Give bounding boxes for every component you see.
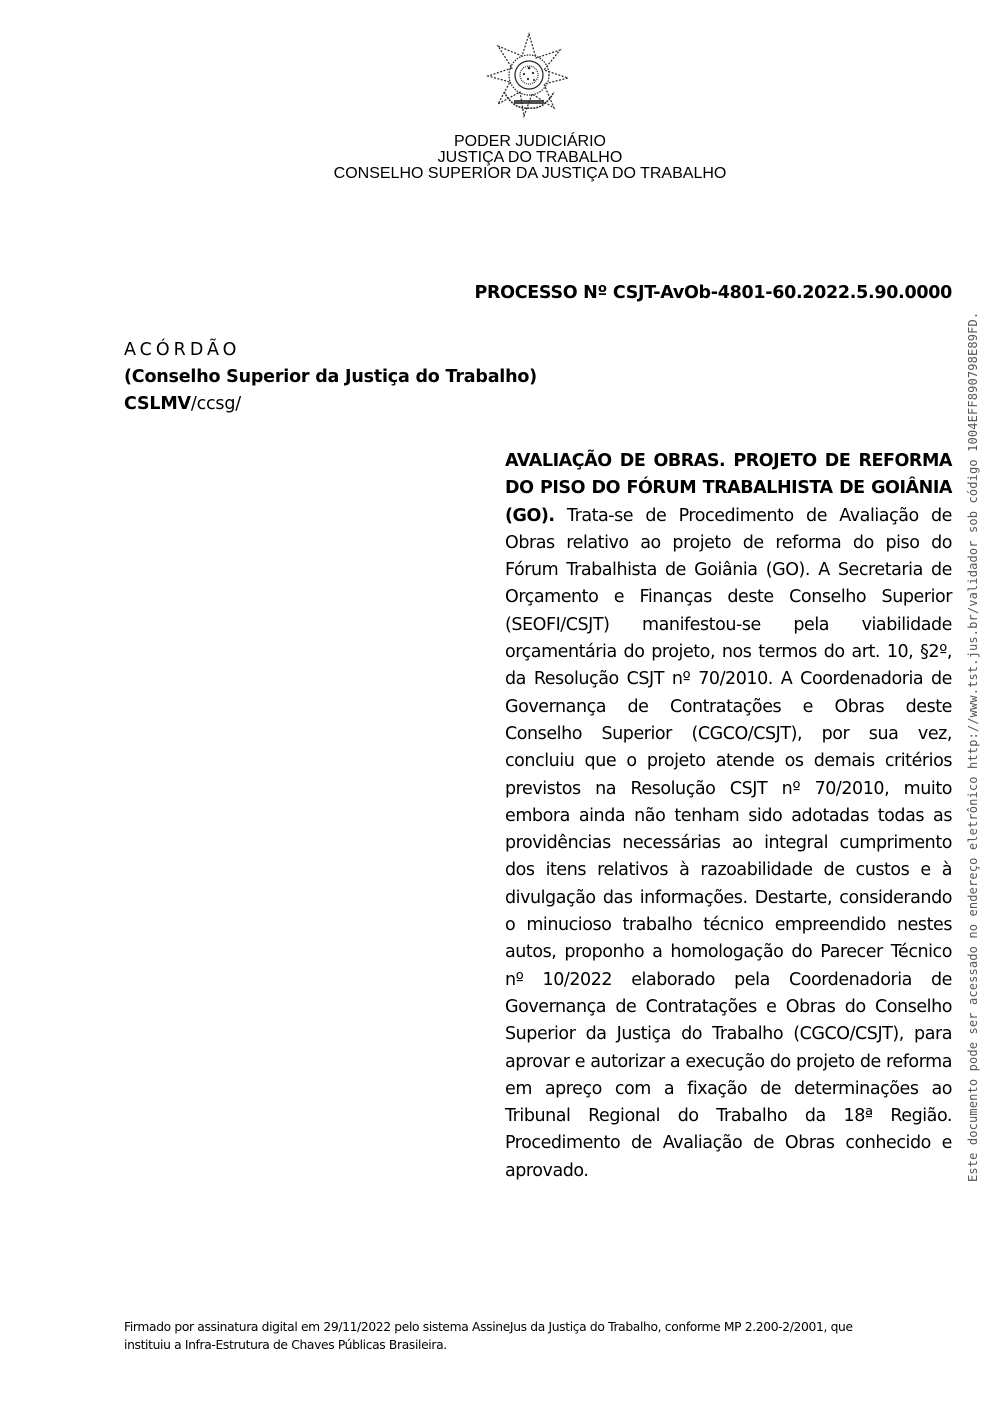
ementa-lead: AVALIAÇÃO DE OBRAS. PROJETO DE REFORMA DO PISO DO FÓRUM TRABALHISTA DE GOIÂNIA (GO).: [505, 451, 952, 526]
ementa-body: Trata-se de Procedimento de Avaliação de Obras relativo ao projeto de reforma do piso do Fórum Trabalhista de Goiânia (GO). A Secretaria de Orçamento e Finanças deste Conselho Superior (SEOFI/CSJT) manifestou-se pela viabilidade orçamentária do projeto, nos termos do art. 10, §2º, da Resolução CSJT nº 70/2010. A Coordenadoria de Governança de Contratações e Obras deste Conselho Superior (CGCO/CSJT), por sua vez, concluiu que o projeto atende os demais critérios previstos na Resolução CSJT nº 70/2010, muito embora ainda não tenham sido adotadas todas as providências necessárias ao integral cumprimento dos itens relativos à razoabilidade de custos e à divulgação das informações. Destarte, considerando o minucioso trabalho técnico empreendido nestes autos, proponho a homologação do Parecer Técnico nº 10/2022 elaborado pela Coordenadoria de Governança de Contratações e Obras do Conselho Superior da Justiça do Trabalho (CGCO/CSJT), para aprovar e autorizar a execução do projeto de reforma em apreço com a fixação de determinações ao Tribunal Regional do Trabalho da 18ª Região. Procedimento de Avaliação de Obras conhecido e aprovado.: [505, 505, 952, 1181]
header-line-3: CONSELHO SUPERIOR DA JUSTIÇA DO TRABALHO: [333, 165, 727, 182]
footer-line-2: instituiu a Infra-Estrutura de Chaves Públicas Brasileira.: [124, 1338, 447, 1352]
validation-side-note: Este documento pode ser acessado no endereço eletrônico http://www.tst.jus.br/validador sob código 1004EFF890798E89FD.: [966, 311, 980, 1182]
process-number: PROCESSO Nº CSJT-AvOb-4801-60.2022.5.90.0000: [474, 283, 952, 303]
coat-of-arms-icon: [484, 30, 574, 120]
acordao-block: [124, 337, 537, 418]
header-line-2: JUSTIÇA DO TRABALHO: [437, 149, 623, 166]
ementa-paragraph: [505, 448, 952, 1185]
digital-signature-note: [124, 1318, 924, 1354]
court-name: (Conselho Superior da Justiça do Trabalho): [124, 367, 537, 387]
footer-line-1: Firmado por assinatura digital em 29/11/2022 pelo sistema AssineJus da Justiça do Trabalho, conforme MP 2.200-2/2001, que: [124, 1320, 853, 1334]
case-code-rest: /ccsg/: [190, 394, 241, 414]
case-code: [124, 391, 537, 418]
acordao-title: ACÓRDÃO: [124, 340, 241, 360]
header-line-1: PODER JUDICIÁRIO: [453, 133, 606, 150]
case-code-bold: CSLMV: [124, 394, 191, 414]
institution-header: [0, 134, 1000, 182]
